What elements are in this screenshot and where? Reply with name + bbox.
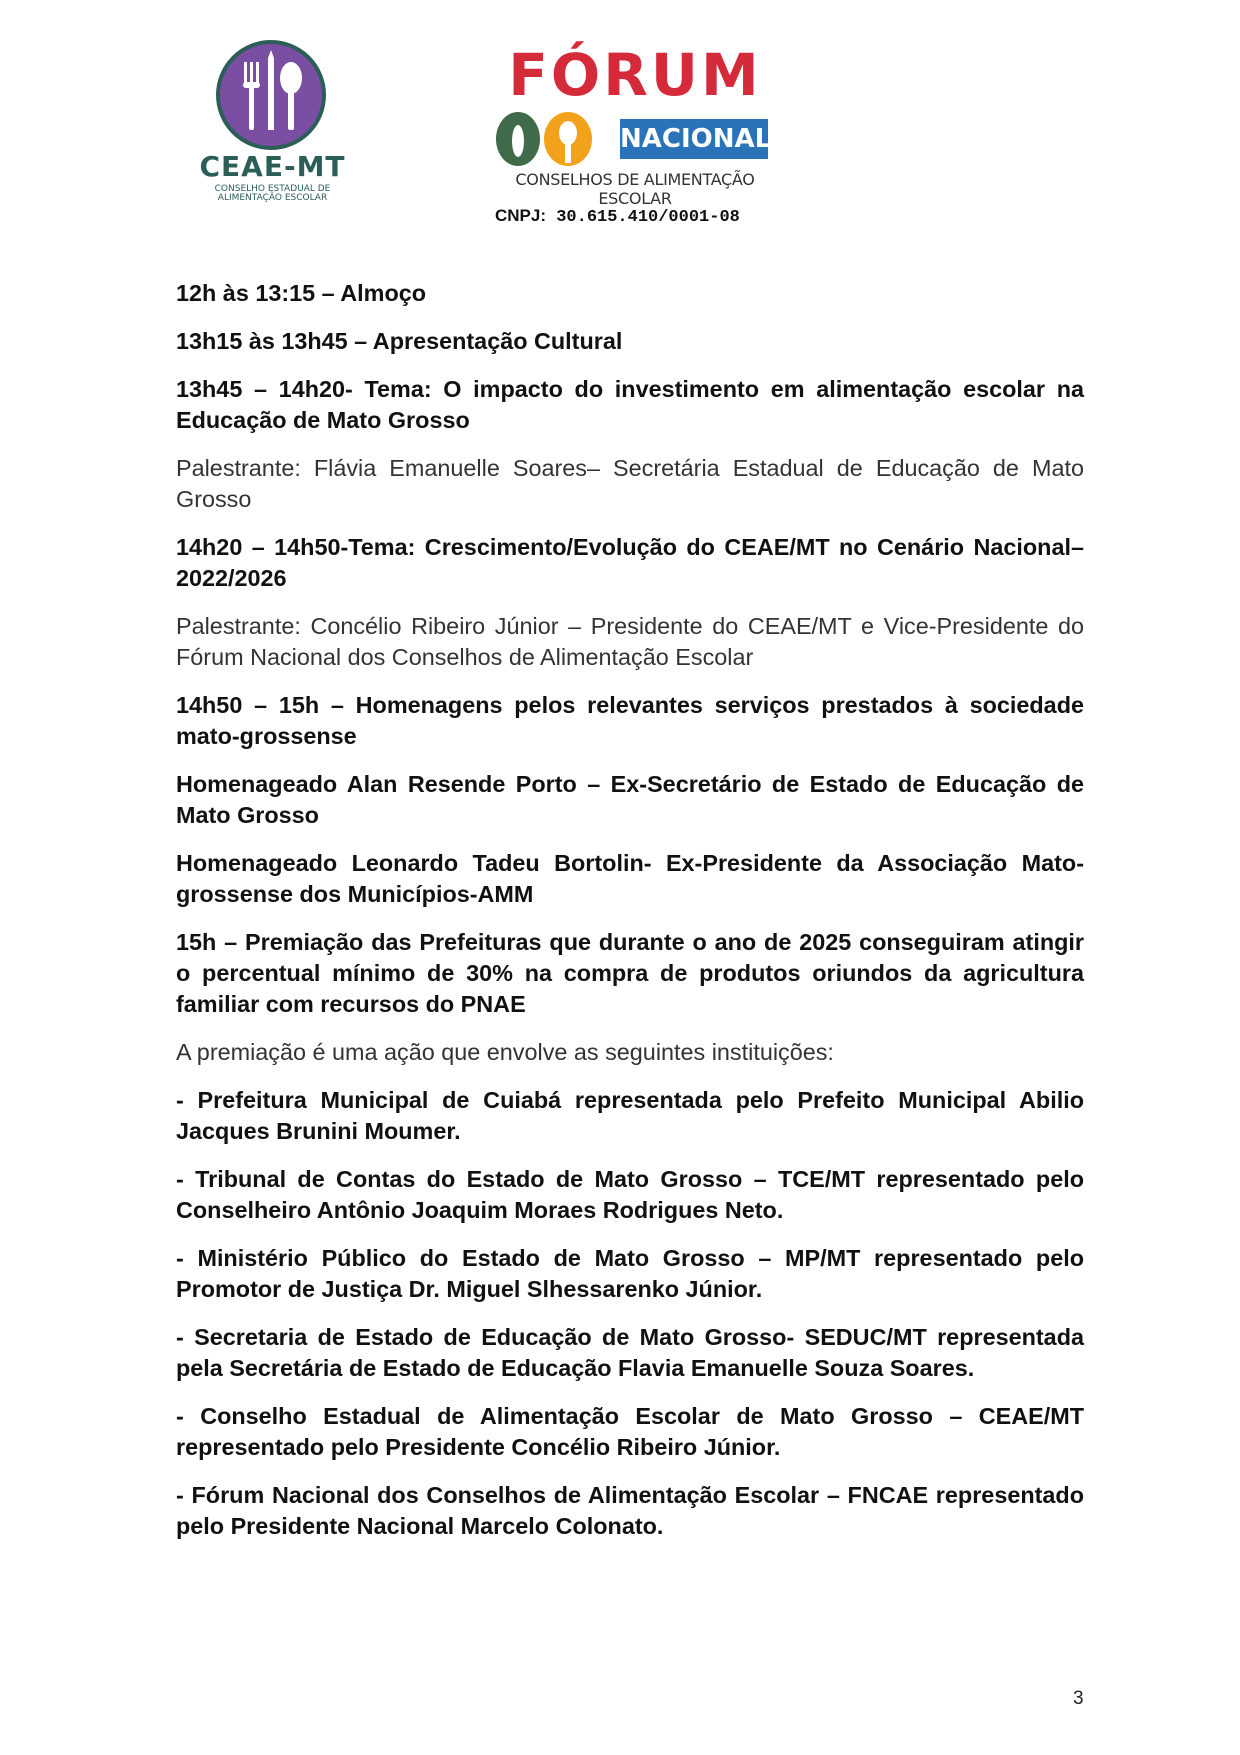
honoree-alan: Homenageado Alan Resende Porto – Ex-Secretário de Estado de Educação de Mato Grosso (176, 771, 1084, 828)
forum-logo-icons (490, 111, 790, 167)
forum-logo-subtitle: CONSELHOS DE ALIMENTAÇÃO ESCOLAR (515, 170, 755, 208)
ceae-logo-subtitle (190, 185, 355, 203)
honoree-leonardo: Homenageado Leonardo Tadeu Bortolin- Ex-Presidente da Associação Mato-grossense dos Municípios-AMM (176, 850, 1084, 907)
document-body (176, 278, 1084, 1559)
ceae-cutlery-emblem-icon (216, 40, 326, 150)
institution-mp: - Ministério Público do Estado de Mato Grosso – MP/MT representado pelo Promotor de Justiça Dr. Miguel Slhessarenko Júnior. (176, 1245, 1084, 1302)
institution-cuiaba: - Prefeitura Municipal de Cuiabá representada pelo Prefeito Municipal Abilio Jacques Brunini Moumer. (176, 1087, 1084, 1144)
ceae-logo-subtitle-line2: ALIMENTAÇÃO ESCOLAR (217, 193, 328, 203)
speaker-flavia: Palestrante: Flávia Emanuelle Soares– Secretária Estadual de Educação de Mato Grosso (176, 455, 1084, 512)
schedule-theme-investment: 13h45 – 14h20- Tema: O impacto do investimento em alimentação escolar na Educação de Mato Grosso (176, 376, 1084, 433)
schedule-lunch: 12h às 13:15 – Almoço (176, 280, 427, 306)
schedule-honors: 14h50 – 15h – Homenagens pelos relevantes serviços prestados à sociedade mato-grossense (176, 692, 1084, 749)
schedule-awards: 15h – Premiação das Prefeituras que durante o ano de 2025 conseguiram atingir o percentual mínimo de 30% na compra de produtos oriundos da agricultura familiar com recursos do PNAE (176, 929, 1084, 1017)
institution-tce: - Tribunal de Contas do Estado de Mato Grosso – TCE/MT representado pelo Conselheiro Antônio Joaquim Moraes Rodrigues Neto. (176, 1166, 1084, 1223)
speaker-concelio: Palestrante: Concélio Ribeiro Júnior – Presidente do CEAE/MT e Vice-Presidente do Fórum Nacional dos Conselhos de Alimentação Escolar (176, 613, 1084, 670)
cnpj-line (495, 206, 740, 227)
forum-logo-title: FÓRUM (508, 41, 762, 109)
institution-seduc: - Secretaria de Estado de Educação de Mato Grosso- SEDUC/MT representada pela Secretária de Estado de Educação Flavia Emanuelle Souza Soares. (176, 1324, 1084, 1381)
awards-intro: A premiação é uma ação que envolve as seguintes instituições: (176, 1039, 834, 1065)
cnpj-value: 30.615.410/0001-08 (556, 208, 740, 227)
ceae-logo-subtitle-line1: CONSELHO ESTADUAL DE (214, 184, 331, 194)
ceae-mt-logo (190, 40, 346, 210)
ceae-logo-name: CEAE-MT (199, 150, 346, 183)
forum-logo-badge: NACIONAL (620, 119, 768, 159)
cnpj-label: CNPJ: (495, 206, 547, 225)
institution-fncae: - Fórum Nacional dos Conselhos de Alimentação Escolar – FNCAE representado pelo Presidente Nacional Marcelo Colonato. (176, 1482, 1084, 1539)
forum-food-icons-icon (490, 111, 630, 167)
schedule-theme-ceae-growth: 14h20 – 14h50-Tema: Crescimento/Evolução do CEAE/MT no Cenário Nacional– 2022/2026 (176, 534, 1084, 591)
page-number: 3 (1073, 1688, 1084, 1709)
schedule-cultural-presentation: 13h15 às 13h45 – Apresentação Cultural (176, 328, 623, 354)
institution-ceae: - Conselho Estadual de Alimentação Escolar de Mato Grosso – CEAE/MT representado pelo Presidente Concélio Ribeiro Júnior. (176, 1403, 1084, 1460)
